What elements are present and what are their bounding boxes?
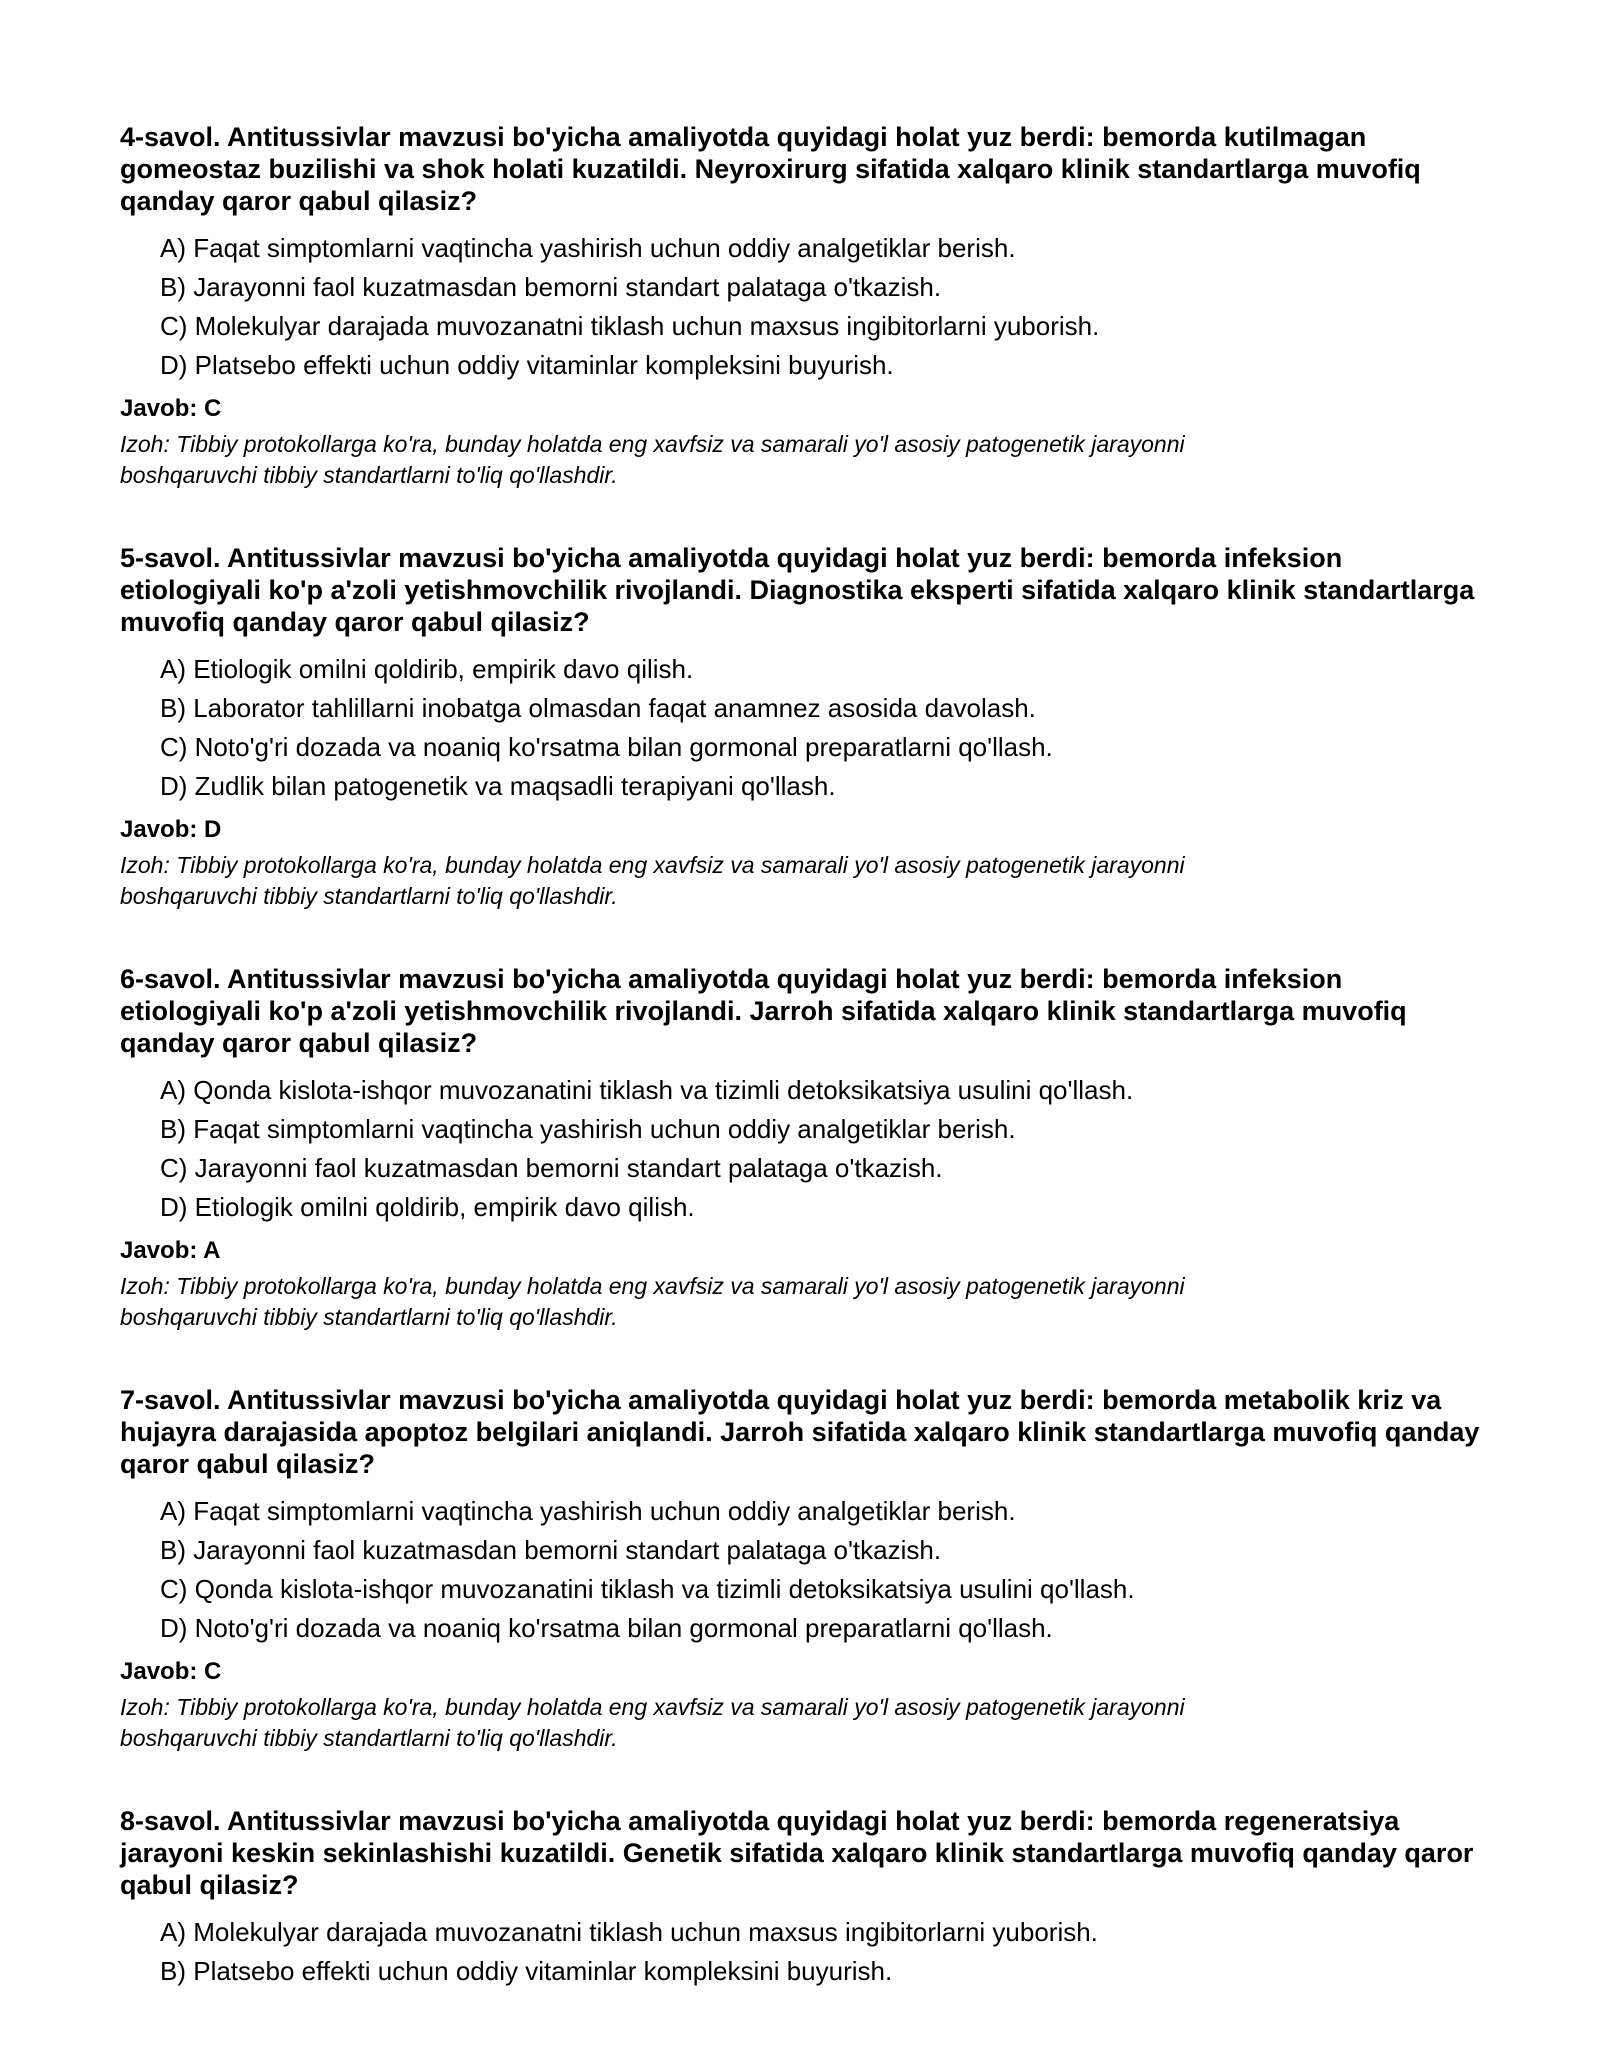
options-list <box>120 1071 1480 1227</box>
explanation-line: Izoh: Tibbiy protokollarga ko'ra, bunday holatda eng xavfsiz va samarali yo'l asosiy patogenetik jarayonni <box>120 852 1185 878</box>
explanation-note <box>120 1692 1480 1754</box>
explanation-note <box>120 429 1480 491</box>
question-block <box>120 121 1480 491</box>
option-item: D) Zudlik bilan patogenetik va maqsadli terapiyani qo'llash. <box>160 771 836 801</box>
question-block <box>120 1384 1480 1754</box>
question-block <box>120 963 1480 1333</box>
option-item: C) Qonda kislota-ishqor muvozanatini tiklash va tizimli detoksikatsiya usulini qo'llash. <box>160 1574 1135 1604</box>
option-item: B) Jarayonni faol kuzatmasdan bemorni standart palataga o'tkazish. <box>160 272 942 302</box>
option-item: A) Etiologik omilni qoldirib, empirik davo qilish. <box>160 654 694 684</box>
explanation-line: boshqaruvchi tibbiy standartlarni to'liq qo'llashdir. <box>120 883 618 909</box>
explanation-line: Izoh: Tibbiy protokollarga ko'ra, bunday holatda eng xavfsiz va samarali yo'l asosiy patogenetik jarayonni <box>120 1273 1185 1299</box>
option-item: C) Molekulyar darajada muvozanatni tiklash uchun maxsus ingibitorlarni yuborish. <box>160 311 1100 341</box>
explanation-note <box>120 850 1480 912</box>
option-item: A) Molekulyar darajada muvozanatni tiklash uchun maxsus ingibitorlarni yuborish. <box>160 1917 1098 1947</box>
explanation-line: boshqaruvchi tibbiy standartlarni to'liq qo'llashdir. <box>120 1304 618 1330</box>
answer-label: Javob: C <box>120 1658 222 1685</box>
option-item: B) Jarayonni faol kuzatmasdan bemorni standart palataga o'tkazish. <box>160 1535 942 1565</box>
options-list <box>120 1492 1480 1648</box>
answer-label: Javob: C <box>120 395 222 422</box>
option-item: A) Qonda kislota-ishqor muvozanatini tiklash va tizimli detoksikatsiya usulini qo'llash. <box>160 1075 1134 1105</box>
option-item: C) Noto'g'ri dozada va noaniq ko'rsatma bilan gormonal preparatlarni qo'llash. <box>160 732 1053 762</box>
option-item: C) Jarayonni faol kuzatmasdan bemorni standart palataga o'tkazish. <box>160 1153 943 1183</box>
question-title: 4-savol. Antitussivlar mavzusi bo'yicha amaliyotda quyidagi holat yuz berdi: bemorda kutilmagan gomeostaz buzilishi va shok holati kuzatildi. Neyroxirurg sifatida xalqaro klinik standartlarga muvofiq qanday qaror qabul qilasiz? <box>120 122 1421 216</box>
options-list <box>120 650 1480 806</box>
document-page <box>120 121 1480 2042</box>
explanation-line: boshqaruvchi tibbiy standartlarni to'liq qo'llashdir. <box>120 462 618 488</box>
question-title: 6-savol. Antitussivlar mavzusi bo'yicha amaliyotda quyidagi holat yuz berdi: bemorda infeksion etiologiyali ko'p a'zoli yetishmovchilik rivojlandi. Jarroh sifatida xalqaro klinik standartlarga muvofiq qanday qaror qabul qilasiz? <box>120 964 1407 1058</box>
explanation-note <box>120 1271 1480 1333</box>
option-item: A) Faqat simptomlarni vaqtincha yashirish uchun oddiy analgetiklar berish. <box>160 1496 1016 1526</box>
answer-label: Javob: A <box>120 1237 221 1264</box>
question-title: 8-savol. Antitussivlar mavzusi bo'yicha amaliyotda quyidagi holat yuz berdi: bemorda regeneratsiya jarayoni keskin sekinlashishi kuzatildi. Genetik sifatida xalqaro klinik standartlarga muvofiq qanday qaror qabul qilasiz? <box>120 1806 1474 1900</box>
explanation-line: Izoh: Tibbiy protokollarga ko'ra, bunday holatda eng xavfsiz va samarali yo'l asosiy patogenetik jarayonni <box>120 431 1185 457</box>
question-block <box>120 542 1480 912</box>
explanation-line: Izoh: Tibbiy protokollarga ko'ra, bunday holatda eng xavfsiz va samarali yo'l asosiy patogenetik jarayonni <box>120 1694 1185 1720</box>
question-block <box>120 1805 1480 1991</box>
option-item: B) Platsebo effekti uchun oddiy vitaminlar kompleksini buyurish. <box>160 1956 893 1986</box>
answer-label: Javob: D <box>120 816 222 843</box>
option-item: D) Etiologik omilni qoldirib, empirik davo qilish. <box>160 1192 695 1222</box>
options-list <box>120 229 1480 385</box>
option-item: D) Noto'g'ri dozada va noaniq ko'rsatma bilan gormonal preparatlarni qo'llash. <box>160 1613 1053 1643</box>
question-title: 5-savol. Antitussivlar mavzusi bo'yicha amaliyotda quyidagi holat yuz berdi: bemorda infeksion etiologiyali ko'p a'zoli yetishmovchilik rivojlandi. Diagnostika eksperti sifatida xalqaro klinik standartlarga muvofiq qanday qaror qabul qilasiz? <box>120 543 1475 637</box>
option-item: B) Faqat simptomlarni vaqtincha yashirish uchun oddiy analgetiklar berish. <box>160 1114 1016 1144</box>
question-title: 7-savol. Antitussivlar mavzusi bo'yicha amaliyotda quyidagi holat yuz berdi: bemorda metabolik kriz va hujayra darajasida apoptoz belgilari aniqlandi. Jarroh sifatida xalqaro klinik standartlarga muvofiq qanday qaror qabul qilasiz? <box>120 1385 1480 1479</box>
options-list <box>120 1913 1480 1991</box>
option-item: B) Laborator tahlillarni inobatga olmasdan faqat anamnez asosida davolash. <box>160 693 1036 723</box>
explanation-line: boshqaruvchi tibbiy standartlarni to'liq qo'llashdir. <box>120 1725 618 1751</box>
option-item: A) Faqat simptomlarni vaqtincha yashirish uchun oddiy analgetiklar berish. <box>160 233 1016 263</box>
option-item: D) Platsebo effekti uchun oddiy vitaminlar kompleksini buyurish. <box>160 350 894 380</box>
